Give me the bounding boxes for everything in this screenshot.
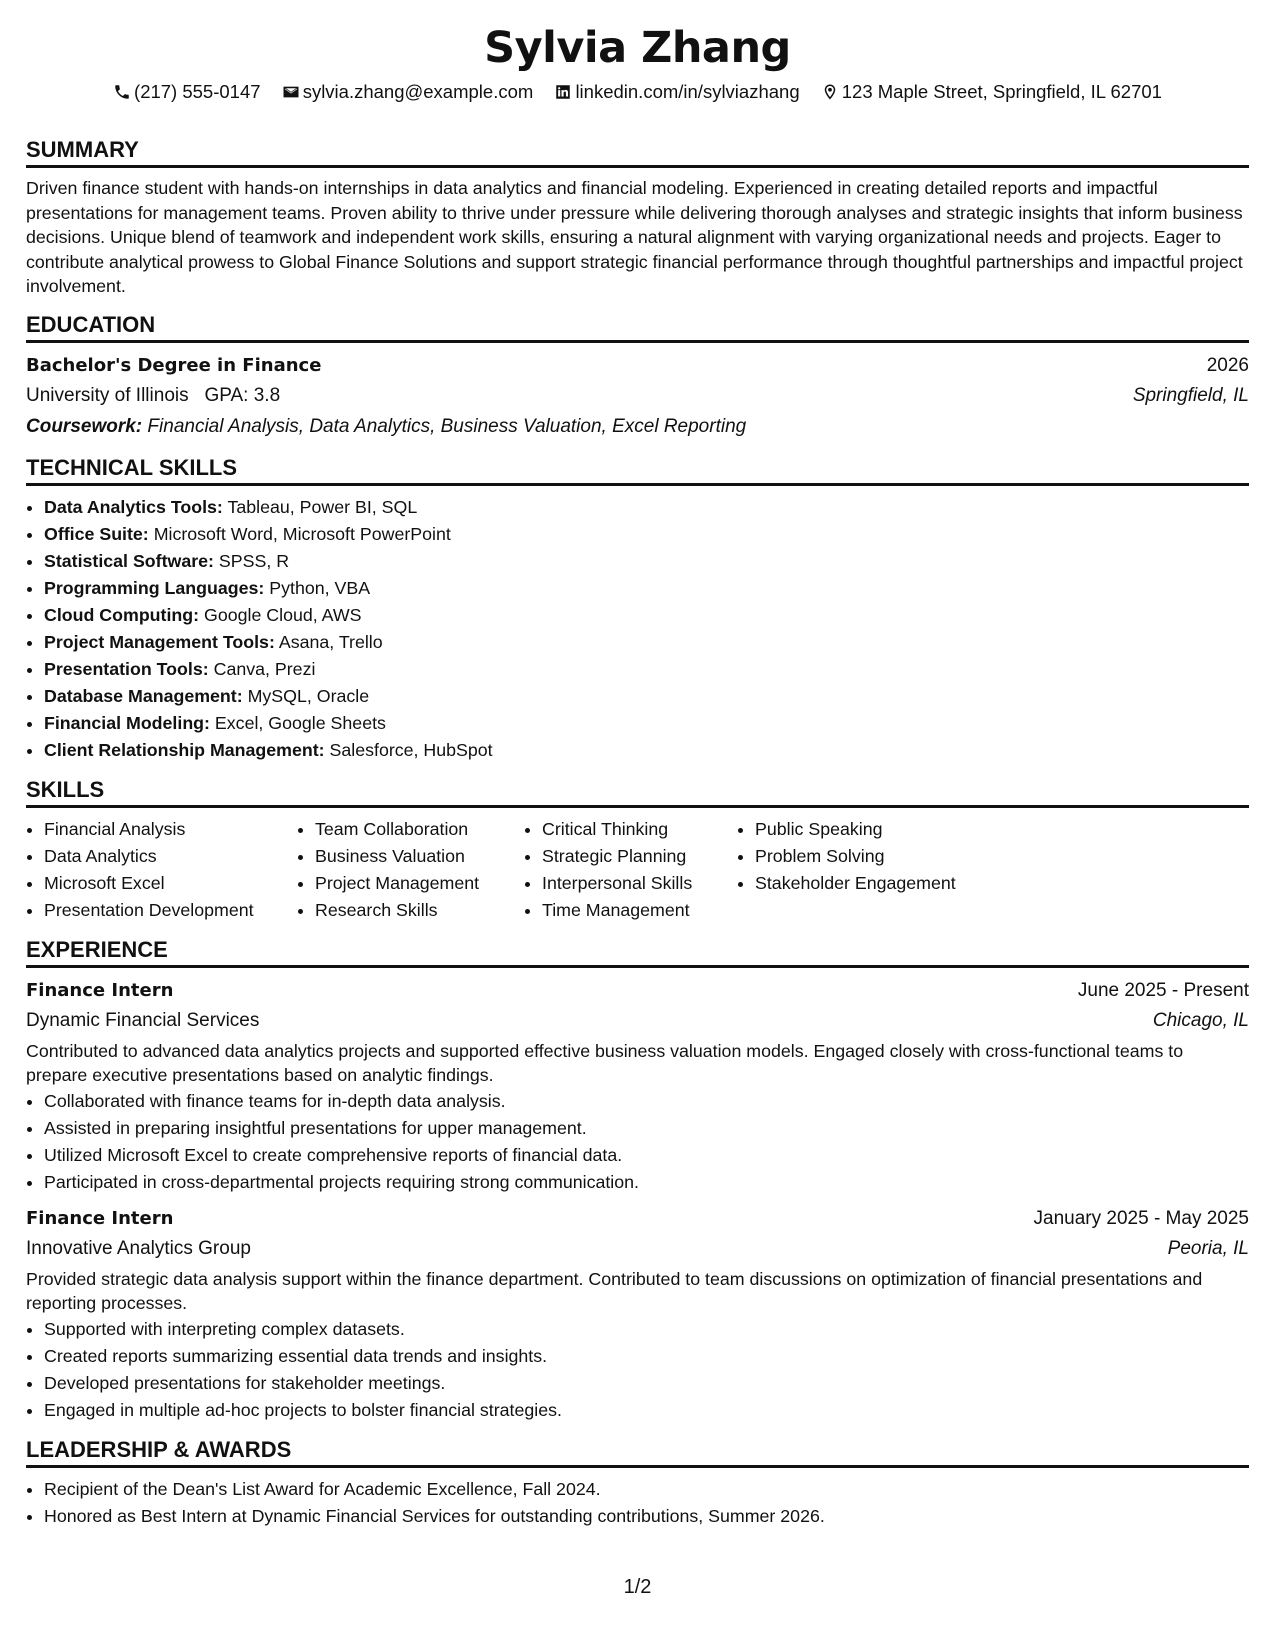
list-item: • Microsoft Excel (44, 870, 297, 897)
phone-icon (113, 83, 131, 101)
job-entry (26, 1204, 1249, 1424)
leadership-list (26, 1476, 1249, 1530)
skill-values: Tableau, Power BI, SQL (227, 496, 418, 517)
list-item: • Collaborated with finance teams for in-depth data analysis. (44, 1088, 1249, 1115)
address-text: 123 Maple Street, Springfield, IL 62701 (841, 81, 1162, 102)
list-item: • Honored as Best Intern at Dynamic Financial Services for outstanding contributions, Summer 2026. (44, 1503, 1249, 1530)
coursework-label: Coursework: (26, 415, 143, 437)
skills-column (524, 816, 737, 924)
list-item: • Problem Solving (755, 843, 1005, 870)
skill-values: SPSS, R (218, 550, 290, 571)
list-item: • Financial Analysis (44, 816, 297, 843)
skills-section (26, 776, 1249, 924)
education-section (26, 311, 1249, 442)
skills-column (26, 816, 297, 924)
skill-category: Statistical Software: (44, 550, 214, 571)
graduation-year: 2026 (1206, 354, 1249, 376)
list-item: • Critical Thinking (542, 816, 737, 843)
education-degree-row (26, 351, 1249, 381)
skill-category: Project Management Tools: (44, 631, 275, 652)
skill-category: Office Suite: (44, 523, 149, 544)
list-item: • Strategic Planning (542, 843, 737, 870)
job-location: Peoria, IL (1167, 1237, 1249, 1259)
section-title-skills: SKILLS (26, 776, 1249, 808)
contact-linkedin[interactable] (554, 78, 799, 106)
job-bullets (26, 1088, 1249, 1196)
skills-column (737, 816, 1005, 924)
list-item (44, 656, 1249, 683)
leadership-section (26, 1436, 1249, 1530)
skill-category: Programming Languages: (44, 577, 265, 598)
section-title-experience: EXPERIENCE (26, 936, 1249, 968)
technical-skills-list (26, 494, 1249, 764)
technical-skills-section (26, 454, 1249, 764)
list-item: • Stakeholder Engagement (755, 870, 1005, 897)
education-school-row (26, 381, 1249, 411)
job-description: Contributed to advanced data analytics projects and supported effective business valuation models. Engaged closely with cross-functional teams to prepare executive presentations based on analytic findings. (26, 1040, 1184, 1085)
skill-category: Financial Modeling: (44, 712, 210, 733)
skills-column (297, 816, 524, 924)
job-location: Chicago, IL (1152, 1009, 1249, 1031)
job-role: Finance Intern (26, 1207, 174, 1229)
list-item (44, 629, 1249, 656)
list-item (44, 737, 1249, 764)
job-dates: June 2025 - Present (1077, 979, 1249, 1001)
list-item: • Utilized Microsoft Excel to create comprehensive reports of financial data. (44, 1142, 1249, 1169)
degree-name: Bachelor's Degree in Finance (26, 354, 322, 376)
skill-category: Data Analytics Tools: (44, 496, 223, 517)
candidate-name: Sylvia Zhang (484, 23, 791, 73)
experience-section (26, 936, 1249, 1424)
skill-values: MySQL, Oracle (247, 685, 370, 706)
job-bullets (26, 1316, 1249, 1424)
list-item: • Project Management (315, 870, 524, 897)
school-location: Springfield, IL (1132, 384, 1249, 406)
job-company: Dynamic Financial Services (26, 1009, 260, 1031)
list-item: • Presentation Development (44, 897, 297, 924)
skill-category: Cloud Computing: (44, 604, 200, 625)
skill-values: Microsoft Word, Microsoft PowerPoint (153, 523, 451, 544)
list-item: • Participated in cross-departmental projects requiring strong communication. (44, 1169, 1249, 1196)
list-item (44, 710, 1249, 737)
contact-email[interactable] (282, 78, 534, 106)
school-name: University of Illinois (26, 384, 189, 406)
job-description: Provided strategic data analysis support within the finance department. Contributed to team discussions on optimization of financial presentations and reporting processes. (26, 1268, 1203, 1313)
list-item (44, 521, 1249, 548)
phone-text: (217) 555-0147 (134, 81, 261, 102)
job-company-row (26, 1234, 1249, 1264)
summary-section (26, 136, 1249, 299)
list-item (44, 548, 1249, 575)
job-entry (26, 976, 1249, 1196)
list-item (44, 602, 1249, 629)
section-title-leadership: LEADERSHIP & AWARDS (26, 1436, 1249, 1468)
section-title-technical-skills: TECHNICAL SKILLS (26, 454, 1249, 486)
list-item: • Business Valuation (315, 843, 524, 870)
section-title-education: EDUCATION (26, 311, 1249, 343)
coursework-line (26, 411, 1249, 442)
gpa: GPA: 3.8 (204, 384, 281, 406)
contact-address (821, 78, 1162, 106)
skill-category: Database Management: (44, 685, 243, 706)
skill-values: Python, VBA (269, 577, 371, 598)
envelope-icon (282, 83, 300, 101)
map-pin-icon (821, 83, 839, 101)
skill-values: Asana, Trello (278, 631, 383, 652)
linkedin-link[interactable]: linkedin.com/in/sylviazhang (575, 81, 800, 102)
summary-text: Driven finance student with hands-on internships in data analytics and financial modeling. Experienced in creating detailed reports and impactful presentations for management teams. Proven ability to thrive under pressure while delivering thorough analyses and strategic insights that inform business decisions. Unique blend of teamwork and independent work skills, ensuring a natural alignment with varying organizational needs and projects. Eager to contribute analytical prowess to Global Finance Solutions and support strategic financial performance through thoughtful partnerships and impactful project involvement. (26, 178, 1243, 296)
skill-category: Client Relationship Management: (44, 739, 325, 760)
skill-values: Salesforce, HubSpot (329, 739, 493, 760)
skill-values: Google Cloud, AWS (204, 604, 362, 625)
contact-bar (0, 78, 1275, 106)
linkedin-icon (554, 83, 572, 101)
skill-values: Excel, Google Sheets (214, 712, 386, 733)
list-item: • Time Management (542, 897, 737, 924)
contact-phone (113, 78, 261, 106)
list-item (44, 683, 1249, 710)
job-dates: January 2025 - May 2025 (1033, 1207, 1249, 1229)
list-item: • Supported with interpreting complex datasets. (44, 1316, 1249, 1343)
list-item: • Recipient of the Dean's List Award for Academic Excellence, Fall 2024. (44, 1476, 1249, 1503)
coursework-list: Financial Analysis, Data Analytics, Business Valuation, Excel Reporting (147, 415, 747, 437)
list-item (44, 494, 1249, 521)
skills-grid (26, 816, 1249, 924)
job-role: Finance Intern (26, 979, 174, 1001)
email-link[interactable]: sylvia.zhang@example.com (302, 81, 534, 102)
job-header-row (26, 1204, 1249, 1234)
skill-category: Presentation Tools: (44, 658, 209, 679)
list-item: • Engaged in multiple ad-hoc projects to bolster financial strategies. (44, 1397, 1249, 1424)
list-item: • Developed presentations for stakeholder meetings. (44, 1370, 1249, 1397)
section-title-summary: SUMMARY (26, 136, 1249, 168)
skill-values: Canva, Prezi (213, 658, 316, 679)
resume-content (26, 136, 1249, 1542)
list-item: • Public Speaking (755, 816, 1005, 843)
job-company: Innovative Analytics Group (26, 1237, 251, 1259)
list-item: • Team Collaboration (315, 816, 524, 843)
job-company-row (26, 1006, 1249, 1036)
list-item: • Interpersonal Skills (542, 870, 737, 897)
list-item: • Created reports summarizing essential data trends and insights. (44, 1343, 1249, 1370)
job-header-row (26, 976, 1249, 1006)
list-item (44, 575, 1249, 602)
list-item: • Data Analytics (44, 843, 297, 870)
list-item: • Assisted in preparing insightful presentations for upper management. (44, 1115, 1249, 1142)
page-number: 1/2 (623, 1576, 652, 1598)
school-info (26, 381, 280, 411)
list-item: • Research Skills (315, 897, 524, 924)
